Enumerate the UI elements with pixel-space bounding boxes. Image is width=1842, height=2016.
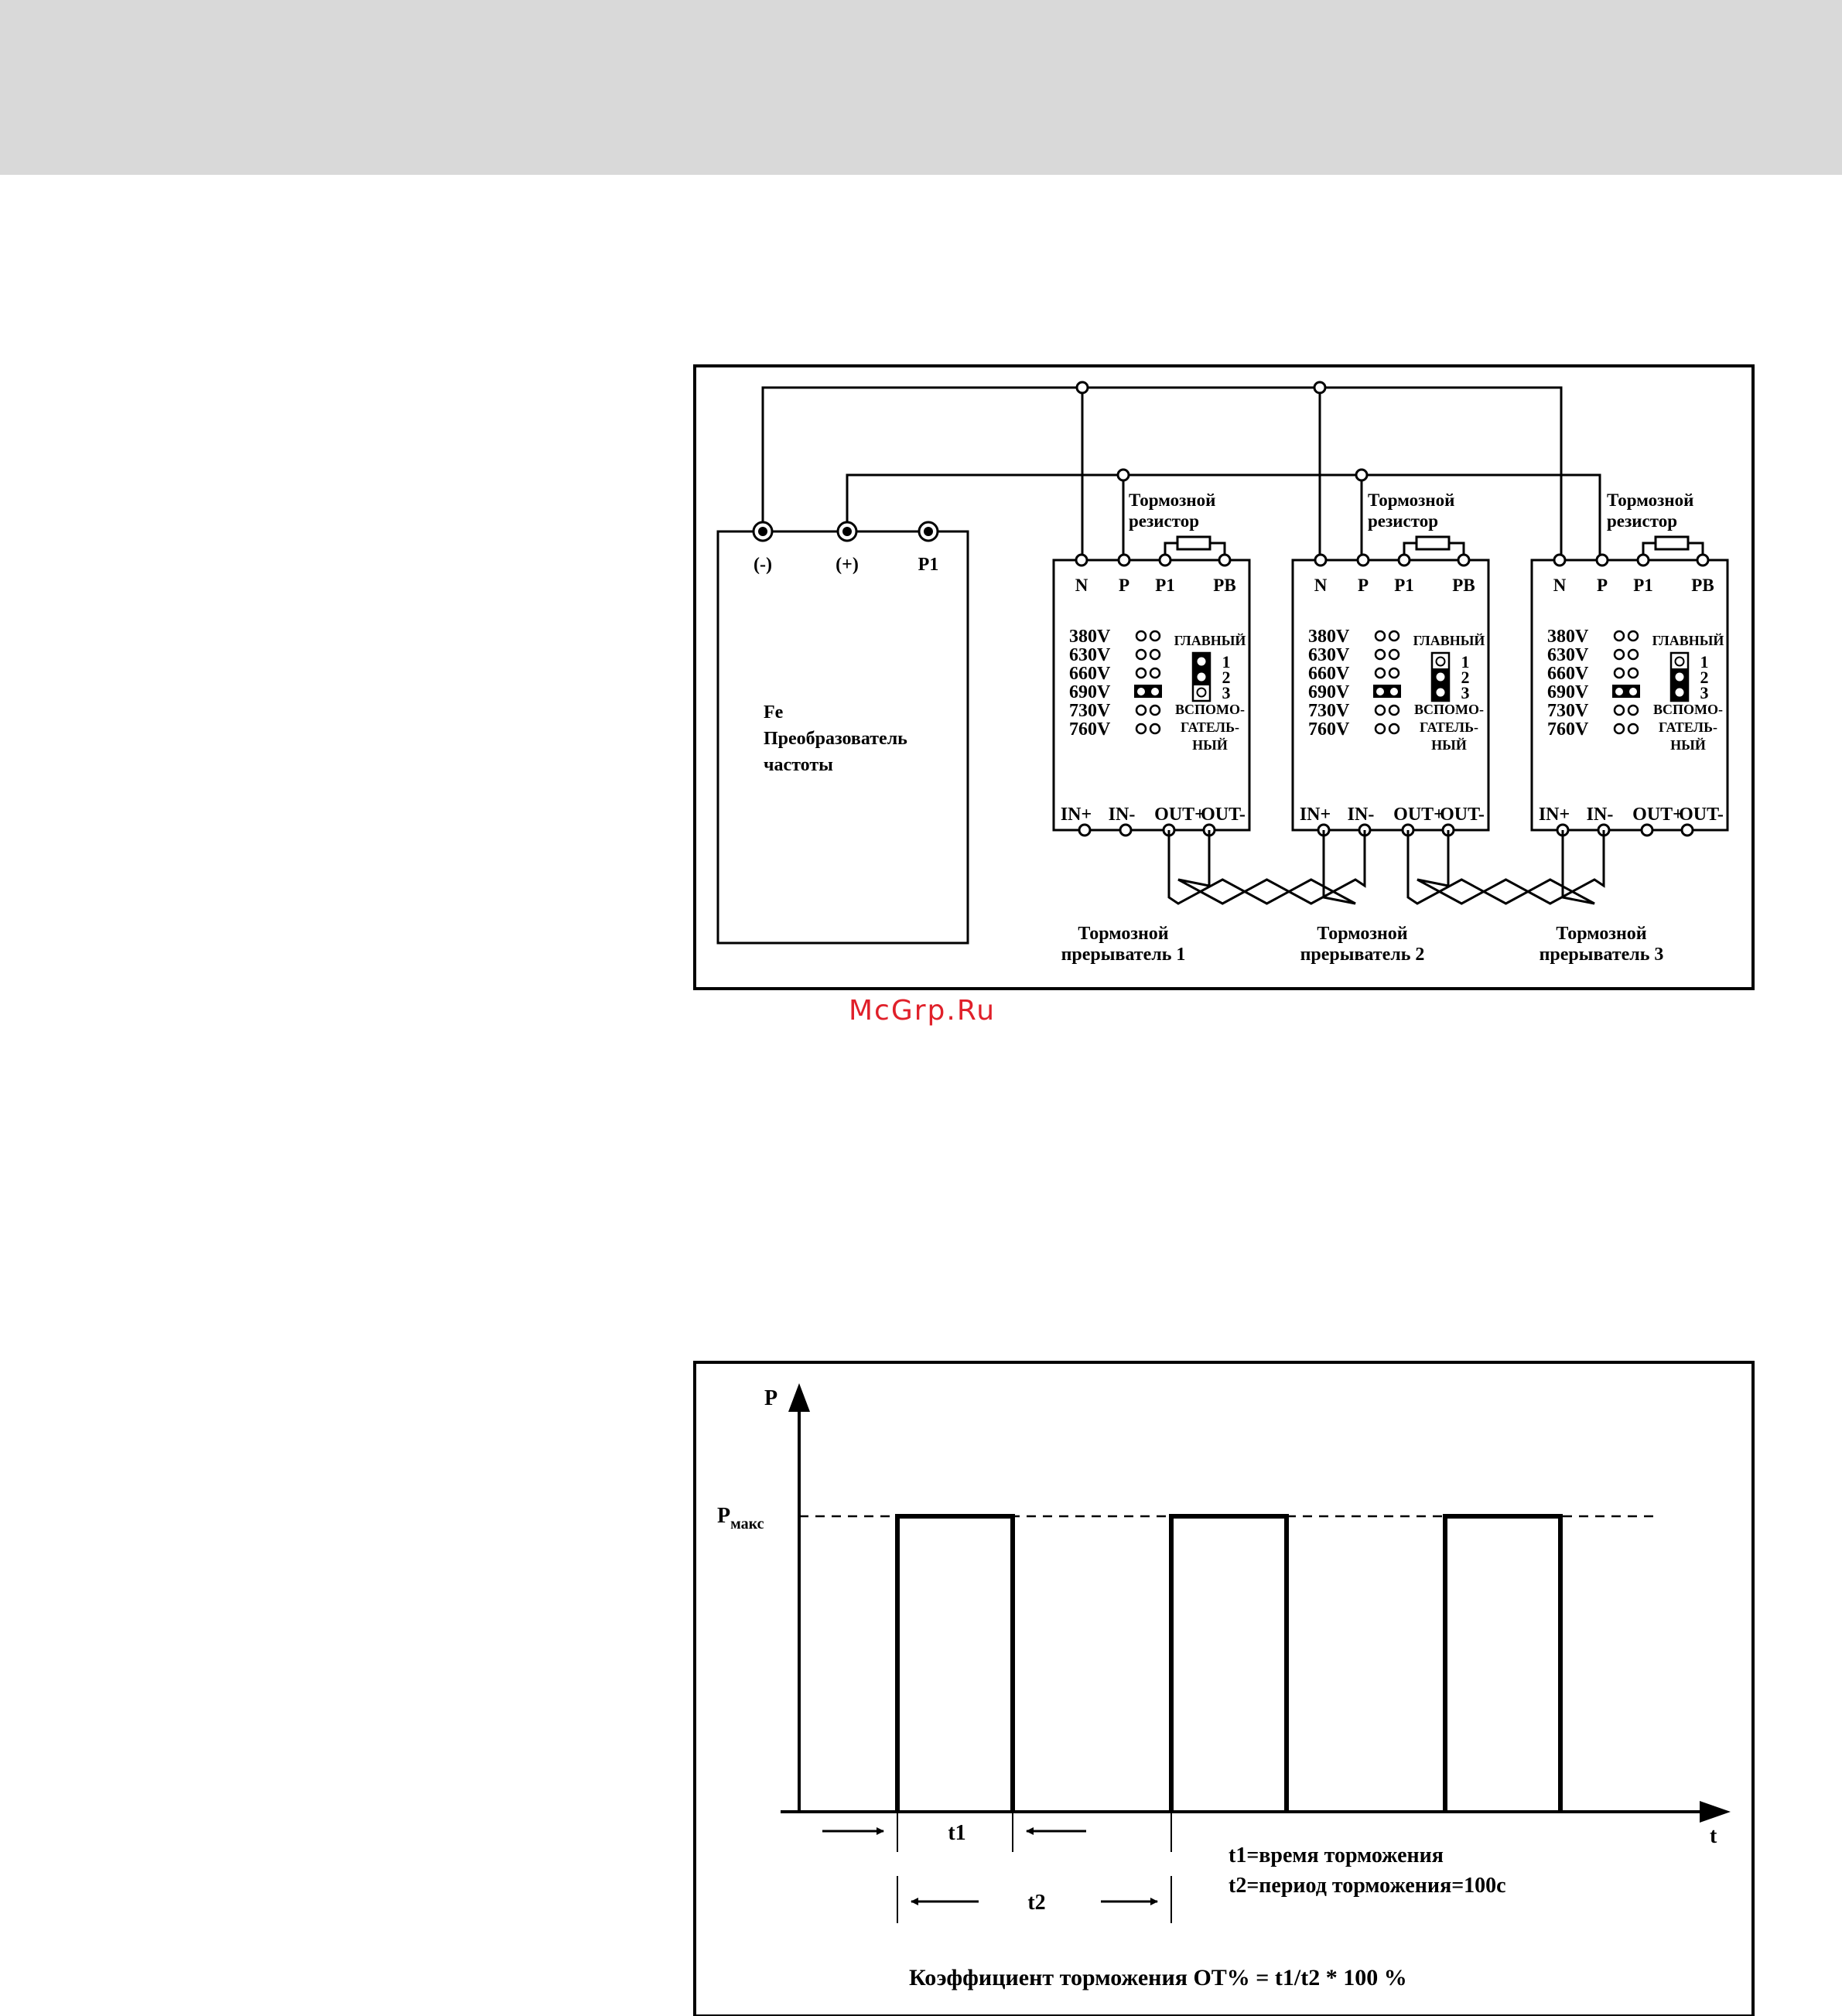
voltage-pin-icon [1628,724,1638,733]
timing-frame [695,1362,1753,2016]
y-axis-label: P [764,1386,778,1410]
top-terminal-icon [1315,555,1326,566]
voltage-label: 730V [1308,701,1350,721]
voltage-pin-icon [1150,724,1160,733]
top-terminal-icon [1458,555,1469,566]
mode-main-label: ГЛАВНЫЙ [1413,633,1485,648]
top-terminal-label: PB [1213,576,1236,595]
voltage-pin-icon [1136,668,1146,678]
mode-aux-label: ВСПОМО- [1414,702,1484,717]
bottom-terminal-label: OUT+ [1154,805,1205,825]
braking-chopper-unit [1293,382,1488,965]
voltage-label: 380V [1308,627,1350,647]
voltage-pin-icon [1615,650,1624,659]
chopper-units [1054,382,1728,965]
braking-chopper-unit [1532,388,1728,965]
mode-aux-label: ГАТЕЛЬ- [1659,719,1717,735]
chopper-caption: прерыватель 1 [1061,945,1186,965]
voltage-label: 690V [1308,682,1350,702]
braking-pulse [897,1516,1013,1812]
converter-terminal-label: P1 [918,555,939,575]
top-terminal-icon [1219,555,1230,566]
converter-title: Fe [764,702,784,723]
y-axis-arrow-icon [788,1383,810,1412]
mode-aux-label: ВСПОМО- [1653,702,1723,717]
bottom-terminal-label: IN- [1586,805,1614,825]
braking-resistor-icon [1404,537,1464,560]
converter-title: частоты [764,755,833,775]
junction-dot [1118,470,1129,480]
voltage-label: 660V [1069,664,1111,684]
voltage-label: 690V [1069,682,1111,702]
top-terminal-label: P [1357,576,1369,595]
top-terminal-icon [1119,555,1129,566]
bottom-terminal-label: OUT+ [1393,805,1444,825]
voltage-pin-icon [1376,724,1385,733]
top-terminal-icon [1554,555,1565,566]
control-twisted-wires [1169,830,1604,904]
chopper-caption: прерыватель 2 [1300,945,1425,965]
voltage-label: 690V [1547,682,1589,702]
voltage-label: 630V [1069,645,1111,665]
chopper-caption: Тормозной [1556,924,1647,944]
converter-terminal-plus-icon [838,522,856,541]
converter-terminal-label: (-) [754,555,772,575]
junction-dot [1077,382,1088,393]
bottom-terminal-label: OUT+ [1632,805,1683,825]
mode-aux-label: НЫЙ [1670,737,1706,753]
bottom-terminal-icon [1079,825,1090,835]
duty-cycle-formula: Коэффициент торможения ОТ% = t1/t2 * 100 % [909,1965,1407,1990]
legend-t1: t1=время торможения [1229,1843,1444,1867]
converter-terminal-label: (+) [836,555,859,575]
top-terminal-icon [1597,555,1608,566]
voltage-label: 380V [1069,627,1111,647]
bottom-terminal-label: IN+ [1299,805,1331,825]
resistor-label: резистор [1607,511,1677,531]
voltage-pin-icon [1628,631,1638,641]
bottom-terminal-label: IN+ [1538,805,1570,825]
mode-number-label: 3 [1700,683,1709,702]
voltage-pin-icon [1136,706,1146,715]
voltage-pin-icon [1150,668,1160,678]
mode-main-label: ГЛАВНЫЙ [1652,633,1724,648]
voltage-label: 630V [1547,645,1589,665]
mode-number-label: 1 [1700,652,1709,671]
top-terminal-icon [1358,555,1369,566]
chopper-caption: Тормозной [1078,924,1169,944]
voltage-pin-icon [1136,631,1146,641]
mode-number-label: 1 [1461,652,1470,671]
mode-number-label: 1 [1222,652,1231,671]
voltage-pin-icon [1389,650,1399,659]
voltage-pin-icon [1615,706,1624,715]
voltage-pin-icon [1376,631,1385,641]
braking-chopper-wiring-diagram [695,366,1753,989]
bottom-terminal-label: OUT- [1440,805,1485,825]
resistor-label: Тормозной [1129,490,1216,510]
legend-t2: t2=период торможения=100с [1229,1874,1506,1898]
top-terminal-label: PB [1691,576,1714,595]
frequency-converter [718,522,968,943]
voltage-pin-icon [1389,668,1399,678]
bottom-terminal-icon [1642,825,1652,835]
bottom-terminal-icon [1682,825,1693,835]
braking-duty-cycle-diagram [695,1362,1753,2016]
voltage-pin-icon [1389,706,1399,715]
voltage-pin-icon [1376,668,1385,678]
bottom-terminal-icon [1120,825,1131,835]
top-terminal-icon [1076,555,1087,566]
resistor-label: резистор [1129,511,1199,531]
mode-number-label: 2 [1222,668,1231,687]
top-terminal-label: P1 [1155,576,1175,595]
x-axis-label: t [1710,1824,1717,1848]
resistor-label: резистор [1368,511,1438,531]
voltage-label: 660V [1547,664,1589,684]
voltage-pin-icon [1150,650,1160,659]
voltage-pin-icon [1150,706,1160,715]
voltage-pin-icon [1615,631,1624,641]
top-terminal-label: P [1118,576,1130,595]
voltage-label: 730V [1069,701,1111,721]
voltage-label: 630V [1308,645,1350,665]
braking-pulses [897,1516,1560,1812]
mode-number-label: 2 [1700,668,1709,687]
braking-resistor-icon [1643,537,1703,560]
mode-number-label: 2 [1461,668,1470,687]
voltage-pin-icon [1136,724,1146,733]
twisted-wire [1169,830,1355,904]
top-terminal-label: P [1596,576,1608,595]
voltage-label: 760V [1308,719,1350,740]
x-axis-arrow-icon [1700,1801,1731,1823]
mode-number-label: 3 [1461,683,1470,702]
bottom-terminal-label: OUT- [1201,805,1246,825]
braking-chopper-unit [1054,382,1249,965]
voltage-label: 730V [1547,701,1589,721]
mode-aux-label: НЫЙ [1431,737,1467,753]
braking-resistor-icon [1165,537,1225,560]
bottom-terminal-label: IN- [1108,805,1136,825]
top-terminal-icon [1638,555,1649,566]
voltage-pin-icon [1615,668,1624,678]
bottom-terminal-label: IN+ [1060,805,1092,825]
chopper-caption: прерыватель 3 [1539,945,1664,965]
voltage-label: 760V [1069,719,1111,740]
resistor-label: Тормозной [1607,490,1694,510]
top-terminal-label: P1 [1394,576,1414,595]
top-terminal-label: N [1314,576,1328,595]
junction-dot [1314,382,1325,393]
voltage-label: 660V [1308,664,1350,684]
voltage-pin-icon [1136,650,1146,659]
braking-pulse [1171,1516,1287,1812]
mode-aux-label: ВСПОМО- [1175,702,1245,717]
voltage-pin-icon [1615,724,1624,733]
chopper-caption: Тормозной [1317,924,1408,944]
voltage-label: 760V [1547,719,1589,740]
bottom-terminal-label: OUT- [1679,805,1724,825]
voltage-pin-icon [1628,650,1638,659]
converter-title: Преобразователь [764,729,907,749]
converter-terminal-p1-icon [919,522,938,541]
braking-pulse [1445,1516,1560,1812]
voltage-pin-icon [1389,724,1399,733]
t1-label: t1 [948,1821,966,1845]
mode-main-label: ГЛАВНЫЙ [1174,633,1246,648]
watermark: McGrp.Ru [849,995,996,1027]
top-terminal-icon [1160,555,1170,566]
top-terminal-label: P1 [1633,576,1653,595]
voltage-label: 380V [1547,627,1589,647]
mode-aux-label: ГАТЕЛЬ- [1420,719,1478,735]
voltage-pin-icon [1628,706,1638,715]
voltage-pin-icon [1389,631,1399,641]
top-terminal-icon [1697,555,1708,566]
twisted-wire [1408,830,1594,904]
top-terminal-label: PB [1452,576,1475,595]
top-terminal-label: N [1553,576,1567,595]
voltage-pin-icon [1376,650,1385,659]
mode-aux-label: ГАТЕЛЬ- [1181,719,1239,735]
voltage-pin-icon [1376,706,1385,715]
mode-aux-label: НЫЙ [1192,737,1228,753]
top-terminal-label: N [1075,576,1088,595]
t2-label: t2 [1027,1891,1046,1915]
junction-dot [1356,470,1367,480]
mode-number-label: 3 [1222,683,1231,702]
resistor-label: Тормозной [1368,490,1455,510]
voltage-pin-icon [1628,668,1638,678]
converter-terminal-minus-icon [754,522,772,541]
pmax-label: $P_{макс}$ [717,1504,764,1533]
voltage-pin-icon [1150,631,1160,641]
top-terminal-icon [1399,555,1410,566]
bottom-terminal-label: IN- [1347,805,1375,825]
